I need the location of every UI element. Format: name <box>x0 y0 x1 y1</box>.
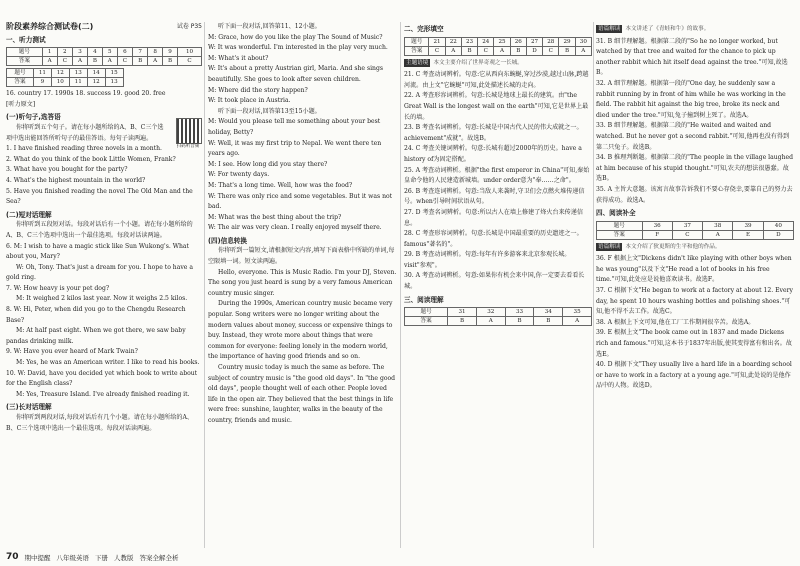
explanation: 24. C 考查关键词辨析。句意:长城有超过2000年的历史。have a history of为固定搭配。 <box>404 145 582 163</box>
table-row-header: 答案 <box>597 230 643 239</box>
table-cell: A <box>476 317 505 326</box>
column-divider <box>204 22 205 548</box>
table-cell: D <box>526 46 542 55</box>
footer-edition: 人教版 <box>114 553 134 562</box>
table-cell: 13 <box>105 78 123 87</box>
table-cell: 12 <box>51 69 69 78</box>
dialogue-line: W: It took place in Austria. <box>208 97 291 105</box>
table-cell: 13 <box>69 69 87 78</box>
section-heading: 二、完形填空 <box>404 25 444 33</box>
explanation: 25. A 考查动词辨析。根据"the first emperor in China"可知,秦始皇命令他的人民建造新城墙。under order意为"奉……之命"。 <box>404 166 590 185</box>
table-cell: 29 <box>559 37 575 46</box>
table-cell: 27 <box>526 37 542 46</box>
answer-table <box>404 37 592 56</box>
dialogue-line: M: Yes, he was an American writer. I like to read his books. <box>16 359 200 367</box>
column-divider <box>400 22 401 548</box>
table-cell: C <box>57 57 72 66</box>
title-ref: 试卷 P35 <box>176 23 202 30</box>
table-cell: 32 <box>476 308 505 317</box>
section-heading: 四、阅读补全 <box>596 209 636 218</box>
dialogue-line: 10. W: David, have you decided yet which book to write about for the English class? <box>6 369 198 388</box>
table-cell: 39 <box>733 221 763 230</box>
table-cell: B <box>510 46 526 55</box>
explanation: 38. A 根据上下文可知,他在工厂工作期间很辛苦。故选A。 <box>596 318 755 326</box>
table-cell: 24 <box>478 37 494 46</box>
table-cell: 9 <box>163 48 178 57</box>
answer-table <box>596 221 794 240</box>
table-cell: C <box>672 230 702 239</box>
dialogue-line: 9. W: Have you ever heard of Mark Twain? <box>6 348 138 356</box>
summary-text: 本文介绍了狄更斯的生平和他的作品。 <box>625 243 721 250</box>
explanation: 30. A 考查动词辨析。句意:如果你有机会来中国,你一定要去看看长城。 <box>404 272 585 291</box>
table-cell: 2 <box>57 48 72 57</box>
answer-table <box>6 47 202 66</box>
table-row-header: 答案 <box>405 46 429 55</box>
table-cell: 4 <box>87 48 102 57</box>
table-cell: 38 <box>703 221 733 230</box>
instruction: 你将听到五段短对话。每段对话后有一个小题。请在每小题所给的A、B、C三个选项中选出一个最佳选项。每段对话读两遍。 <box>6 221 193 239</box>
instruction: 你将听到两段对话,每段对话后有几个小题。请在每小题所给的A、B、C三个选项中选出一个最佳选项。每段对话读两遍。 <box>6 414 193 432</box>
column-2 <box>208 22 398 427</box>
dialogue-line: M: Yes, Treasure Island. I've already finished reading it. <box>16 390 190 398</box>
table-cell: A <box>73 57 88 66</box>
explanation: 35. A 主旨大意题。该寓言故事告诉我们不要心存侥幸,要靠自己的努力去获得成功。故选A。 <box>596 185 793 204</box>
table-cell: 40 <box>763 221 793 230</box>
table-cell: 11 <box>69 78 87 87</box>
table-cell: A <box>148 57 163 66</box>
explanation: 29. B 考查动词辨析。句意:每年有许多游客来北京参观长城。visit"参观"。 <box>404 251 571 269</box>
summary-tag: 主题语境 <box>406 59 429 66</box>
table-cell: 34 <box>534 308 563 317</box>
table-cell: B <box>534 317 563 326</box>
table-row-header: 题号 <box>405 308 448 317</box>
title-text: 阶段素养综合测试卷(二) <box>6 22 94 31</box>
table-cell: B <box>461 46 477 55</box>
table-cell: F <box>642 230 672 239</box>
table-cell: 15 <box>105 69 123 78</box>
answer-table <box>404 307 592 326</box>
table-row-header: 答案 <box>7 78 34 87</box>
table-cell: 37 <box>672 221 702 230</box>
table-cell: A <box>42 57 57 66</box>
dialogue-line: M: What was the best thing about the trip? <box>208 213 342 221</box>
table-cell: C <box>117 57 132 66</box>
script-label: [听力原文] <box>6 100 36 108</box>
table-cell: 33 <box>505 308 534 317</box>
footer-answers: 答案全解全析 <box>139 553 179 562</box>
page-footer <box>6 552 179 562</box>
table-cell: 22 <box>445 37 461 46</box>
table-cell: A <box>494 46 510 55</box>
table-cell: 10 <box>178 48 202 57</box>
table-cell: A <box>563 317 592 326</box>
footer-grade: 八年级英语 <box>56 553 90 562</box>
explanation: 37. C 根据下文"He began to work at a factory at about 12. Every day, he spent 10 hours washing bottles and polishing shoes."可知,他不得不去工作。故选C。 <box>596 287 793 316</box>
table-row-header: 答案 <box>405 317 448 326</box>
explanation: 23. B 考查名词辨析。句意:长城是中国古代人民的伟大成就之一。achievement"成就"。故选B。 <box>404 124 583 142</box>
dialogue-line: M: Would you please tell me something about your best holiday, Betty? <box>208 118 381 136</box>
dialogue-line: M: Where did the story happen? <box>208 86 308 94</box>
sentence: 1. I have finished reading three novels in a month. <box>6 145 162 153</box>
table-cell: 36 <box>642 221 672 230</box>
table-cell: 9 <box>33 78 51 87</box>
table-cell: 31 <box>448 308 477 317</box>
table-row-header: 答案 <box>7 57 43 66</box>
dialogue-line: W: For twenty days. <box>208 171 270 179</box>
table-cell: B <box>133 57 148 66</box>
section-heading: 三、阅读理解 <box>404 295 444 304</box>
explanation: 21. C 考查动词辨析。句意:它从西向东蜿蜒,穿过沙漠,越过山脉,跨越河流。由上文"它蜿蜒"可知,此处描述长城的走向。 <box>404 71 589 89</box>
table-row-header: 题号 <box>597 221 643 230</box>
sentence: 3. What have you bought for the party? <box>6 166 128 174</box>
instruction: 你将听到一篇短文,请根据短文内容,填写下面表格中所缺的单词,每空限填一词。短文读两遍。 <box>208 247 395 266</box>
dialogue-line: 6. M: I wish to have a magic stick like Sun Wukong's. What about you, Mary? <box>6 242 189 261</box>
explanation: 28. C 考查形容词辨析。句意:长城是中国最重要的历史遗迹之一。famous"著名的"。 <box>404 230 583 248</box>
table-cell: B <box>87 57 102 66</box>
table-row-header: 题号 <box>7 48 43 57</box>
explanation: 36. F 根据上文"Dickens didn't like playing with other boys when he was young"以及下文"He read a lot of books in his free time."可知,此处应是说他喜欢读书。故选F。 <box>596 255 792 284</box>
column-1 <box>6 22 202 434</box>
instruction: 听下面一段对话,回答第11、12小题。 <box>218 23 321 30</box>
table-cell: 21 <box>429 37 445 46</box>
page-number: 70 <box>6 552 19 562</box>
table-cell: 30 <box>575 37 591 46</box>
qr-code-icon[interactable] <box>176 118 202 144</box>
answer-table <box>6 68 124 87</box>
table-cell: 10 <box>51 78 69 87</box>
dialogue-line: M: That's a long time. Well, how was the food? <box>208 181 353 189</box>
table-cell: B <box>448 317 477 326</box>
instruction: 听下面一段对话,回答第13至15小题。 <box>218 107 321 115</box>
answers-16-20: 16. country 17. 1990s 18. success 19. good 20. free <box>6 90 166 98</box>
dialogue-line: W: It was wonderful. I'm interested in the play very much. <box>208 44 388 52</box>
passage-paragraph: During the 1990s, American country music became very popular. Song writers were no longer writing about the modern values about money, success or expensive things to buy. Instead, they wrote more about things that were common for everyone: feeling lonely in the modern world, the importance of having good friends and so on. <box>208 300 393 361</box>
dialogue-line: W: There was only rice and some vegetables. But it was not bad. <box>208 192 393 211</box>
explanation: 34. B 推理判断题。根据第二段的"The people in the village laughed at him because of his stupid thought."可知,农夫的想法很愚蠢。故选B。 <box>596 154 794 183</box>
table-cell: A <box>102 57 117 66</box>
dialogue-line: W: The air was very clean. I really enjoyed myself there. <box>208 224 382 232</box>
subsection-heading: (三)长对话理解 <box>6 403 52 412</box>
column-3 <box>404 22 592 328</box>
dialogue-line: M: I see. How long did you stay there? <box>208 160 328 168</box>
dialogue-line: 7. W: How heavy is your pet dog? <box>6 284 110 292</box>
table-cell: 7 <box>133 48 148 57</box>
table-cell: B <box>559 46 575 55</box>
explanation: 22. A 考查形容词辨析。句意:长城是地球上最长的建筑。由"the Great Wall is the longest wall on the earth"可知,它是世界上最长的墙。 <box>404 92 589 121</box>
column-divider <box>593 22 594 548</box>
summary-text: 本文主要介绍了世界奇观之一长城。 <box>433 59 523 66</box>
table-row-header: 题号 <box>405 37 429 46</box>
sentence: 2. What do you think of the book Little Women, Frank? <box>6 155 176 163</box>
summary-line <box>596 24 794 35</box>
table-cell: A <box>575 46 591 55</box>
footer-series: 期中提醒 <box>24 553 51 562</box>
passage-paragraph: Hello, everyone. This is Music Radio. I'm your DJ, Steven. The song you just heard is sung by a very famous American country music singer. <box>208 268 397 297</box>
subsection-heading: (二)短对话理解 <box>6 210 52 219</box>
explanation: 33. B 细节理解题。根据第二段的"He waited and waited and watched. But he never got a second rabbit."可知,他再也没有得到第二只兔子。故选B。 <box>596 122 790 151</box>
dialogue-line: W: Well, it was my first trip to Nepal. We went there ten years ago. <box>208 139 382 158</box>
summary-tag: 语篇解读 <box>598 26 621 32</box>
table-cell: 23 <box>461 37 477 46</box>
section-heading: 一、听力测试 <box>6 35 46 44</box>
footer-term: 下册 <box>95 553 109 562</box>
dialogue-line: W: It's about a pretty Austrian girl, Maria. And she sings beautifully. She goes to look after seven children. <box>208 65 383 83</box>
summary-line <box>596 242 794 253</box>
table-cell: 3 <box>73 48 88 57</box>
table-cell: E <box>733 230 763 239</box>
table-cell: B <box>163 57 178 66</box>
table-cell: C <box>543 46 559 55</box>
table-cell: 12 <box>87 78 105 87</box>
sentence: 5. Have you finished reading the novel The Old Man and the Sea? <box>6 187 193 206</box>
table-cell: B <box>505 317 534 326</box>
subsection-heading: (一)听句子,选答语 <box>6 113 61 122</box>
explanation: 39. E 根据上文"The book came out in 1837 and made Dickens rich and famous."可知,这本书于1837年出版,使其变得富有和出名。故选E。 <box>596 329 792 358</box>
subsection-heading: (四)信息转换 <box>208 236 247 245</box>
table-cell: 35 <box>563 308 592 317</box>
explanation: 27. D 考查名词辨析。句意:所以古人在墙上修建了烽火台来传递信息。 <box>404 208 583 227</box>
table-cell: A <box>703 230 733 239</box>
column-4 <box>596 22 794 392</box>
summary-line <box>404 58 592 69</box>
table-cell: 14 <box>87 69 105 78</box>
table-cell: D <box>763 230 793 239</box>
table-cell: C <box>429 46 445 55</box>
dialogue-line: 8. W: Hi, Peter, when did you go to the Chengdu Research Base? <box>6 306 186 324</box>
explanation: 40. D 根据下文"They usually live a hard life in a boarding school or have to work in a factory at a young age."可知,此处说的是他作品中的人物。故选D。 <box>596 361 792 390</box>
table-cell: 8 <box>148 48 163 57</box>
qr-caption: 扫码听音频 <box>176 144 200 149</box>
dialogue-line: M: Grace, how do you like the play The Sound of Music? <box>208 33 383 41</box>
dialogue-line: M: What's it about? <box>208 54 269 62</box>
table-cell: 26 <box>510 37 526 46</box>
table-cell: C <box>178 57 202 66</box>
summary-tag: 语篇解读 <box>598 243 621 250</box>
table-cell: 5 <box>102 48 117 57</box>
dialogue-line: M: At half past eight. When we got there, we saw baby pandas drinking milk. <box>6 327 186 345</box>
table-cell: 6 <box>117 48 132 57</box>
sentence: 4. What's the highest mountain in the world? <box>6 176 146 184</box>
table-cell: A <box>445 46 461 55</box>
summary-text: 本文讲述了《青蛙和牛》的故事。 <box>625 26 710 32</box>
table-row-header: 题号 <box>7 69 34 78</box>
passage-paragraph: Country music today is much the same as before. The subject of country music is "the good old days". In "the good old days", people thought well of each other. People loved life in the open air. They believed that the best things in life were free: sunshine, laughter, walks in the beauty of the country, friends and music. <box>208 364 396 424</box>
table-cell: 28 <box>543 37 559 46</box>
instruction: 你将听到五个句子。请在每小题所给的A、B、C三个选项中选出能回答所听句子的最佳答语。每句子读两遍。 <box>6 123 164 142</box>
explanation: 26. B 考查连词辨析。句意:当敌人来袭时,守卫们会点燃火堆传递信号。when引导时间状语从句。 <box>404 187 585 206</box>
dialogue-line: M: It weighed 2 kilos last year. Now it weighs 2.5 kilos. <box>16 295 188 303</box>
explanation: 31. B 细节理解题。根据第二段的"So he no longer worked, but watched by that tree and waited for the chance to pick up another rabbit which hit itself dead against the tree."可知,故选B。 <box>596 37 788 77</box>
table-cell: 25 <box>494 37 510 46</box>
dialogue-line: W: Oh, Tony. That's just a dream for you. I hope to have a gold ring. <box>6 263 193 282</box>
explanation: 32. A 细节理解题。根据第一段的"One day, he suddenly saw a rabbit running by in front of him while he was working in the field. The rabbit hit against the big tree, broke its neck and died under the tree."可知,兔子撞到树上死了。故选A。 <box>596 79 786 119</box>
table-cell: C <box>478 46 494 55</box>
table-cell: 1 <box>42 48 57 57</box>
test-title <box>6 22 202 33</box>
table-cell: 11 <box>33 69 51 78</box>
